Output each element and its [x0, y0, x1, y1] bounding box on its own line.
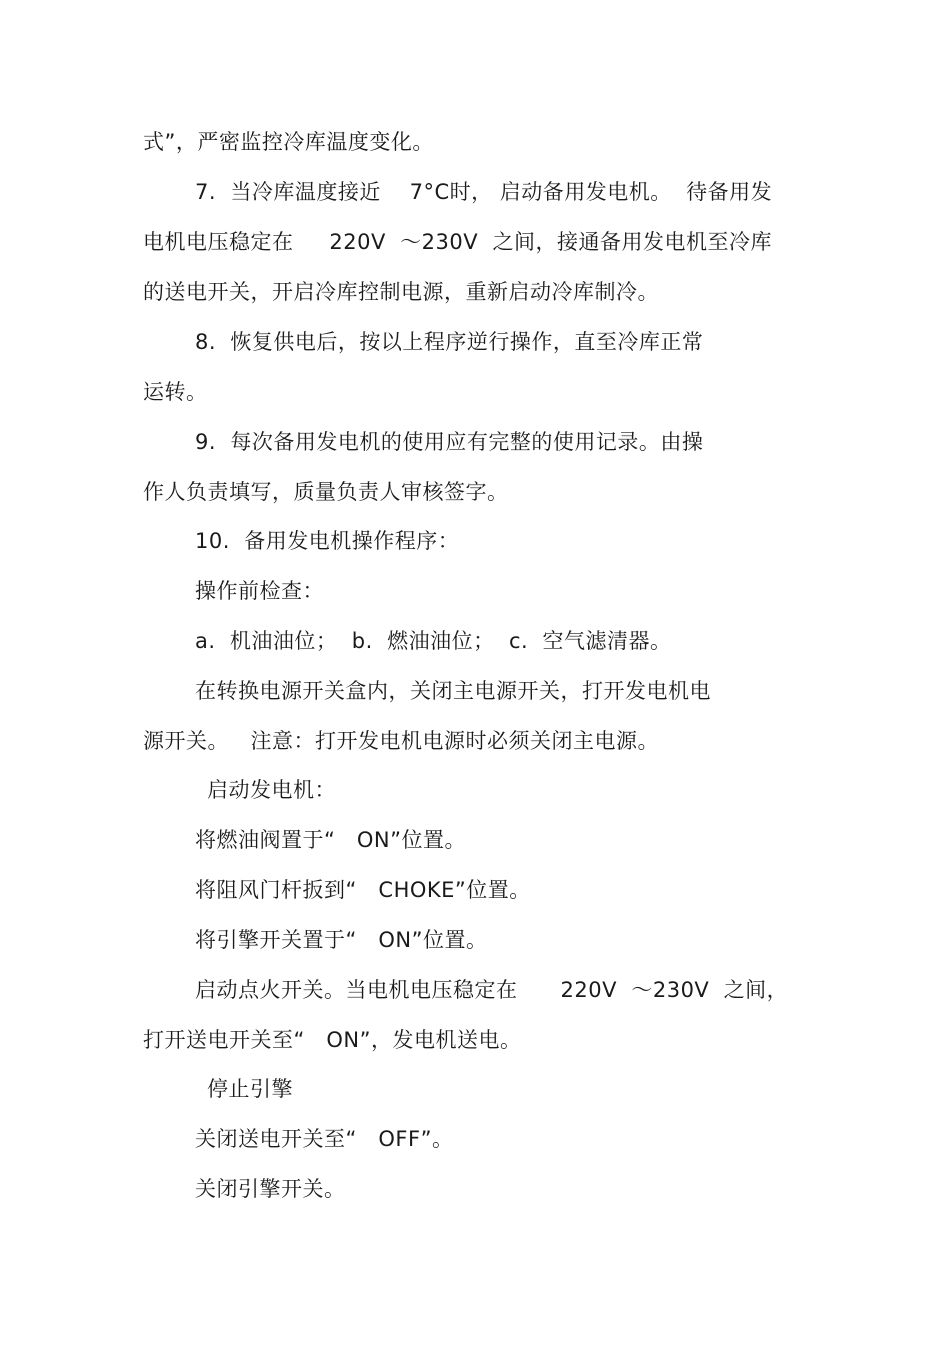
text-line: 打开送电开关至“ ON”，发电机送电。	[143, 1028, 522, 1052]
text-line: 关闭引擎开关。	[195, 1177, 346, 1201]
text-line: 源开关。 注意：打开发电机电源时必须关闭主电源。	[143, 729, 660, 753]
text-line: 7. 当冷库温度接近 7°C时， 启动备用发电机。 待备用发	[195, 180, 773, 204]
text-line: 的送电开关，开启冷库控制电源，重新启动冷库制冷。	[143, 280, 659, 304]
text-line: 8. 恢复供电后，按以上程序逆行操作，直至冷库正常	[195, 330, 704, 354]
text-line: 电机电压稳定在 220V ～230V 之间，接通备用发电机至冷库	[143, 230, 772, 254]
sub-heading: 停止引擎	[207, 1077, 293, 1101]
text-line: 式”，严密监控冷库温度变化。	[143, 130, 434, 154]
text-line: 将阻风门杆扳到“ CHOKE”位置。	[195, 878, 531, 902]
section-heading: 10. 备用发电机操作程序：	[195, 529, 460, 553]
text-line: 作人负责填写，质量负责人审核签字。	[143, 480, 509, 504]
text-line: 9. 每次备用发电机的使用应有完整的使用记录。由操	[195, 430, 704, 454]
sub-heading: 启动发电机：	[207, 778, 336, 802]
text-line: 将燃油阀置于“ ON”位置。	[195, 828, 467, 852]
text-line: 操作前检查：	[195, 579, 324, 603]
text-line: 在转换电源开关盒内，关闭主电源开关，打开发电机电	[195, 679, 711, 703]
text-line: 启动点火开关。当电机电压稳定在 220V ～230V 之间，	[195, 978, 789, 1002]
text-line: 关闭送电开关至“ OFF”。	[195, 1127, 454, 1151]
text-line: 将引擎开关置于“ ON”位置。	[195, 928, 488, 952]
text-line: a. 机油油位； b. 燃油油位； c. 空气滤清器。	[195, 629, 672, 653]
text-line: 运转。	[143, 380, 208, 404]
